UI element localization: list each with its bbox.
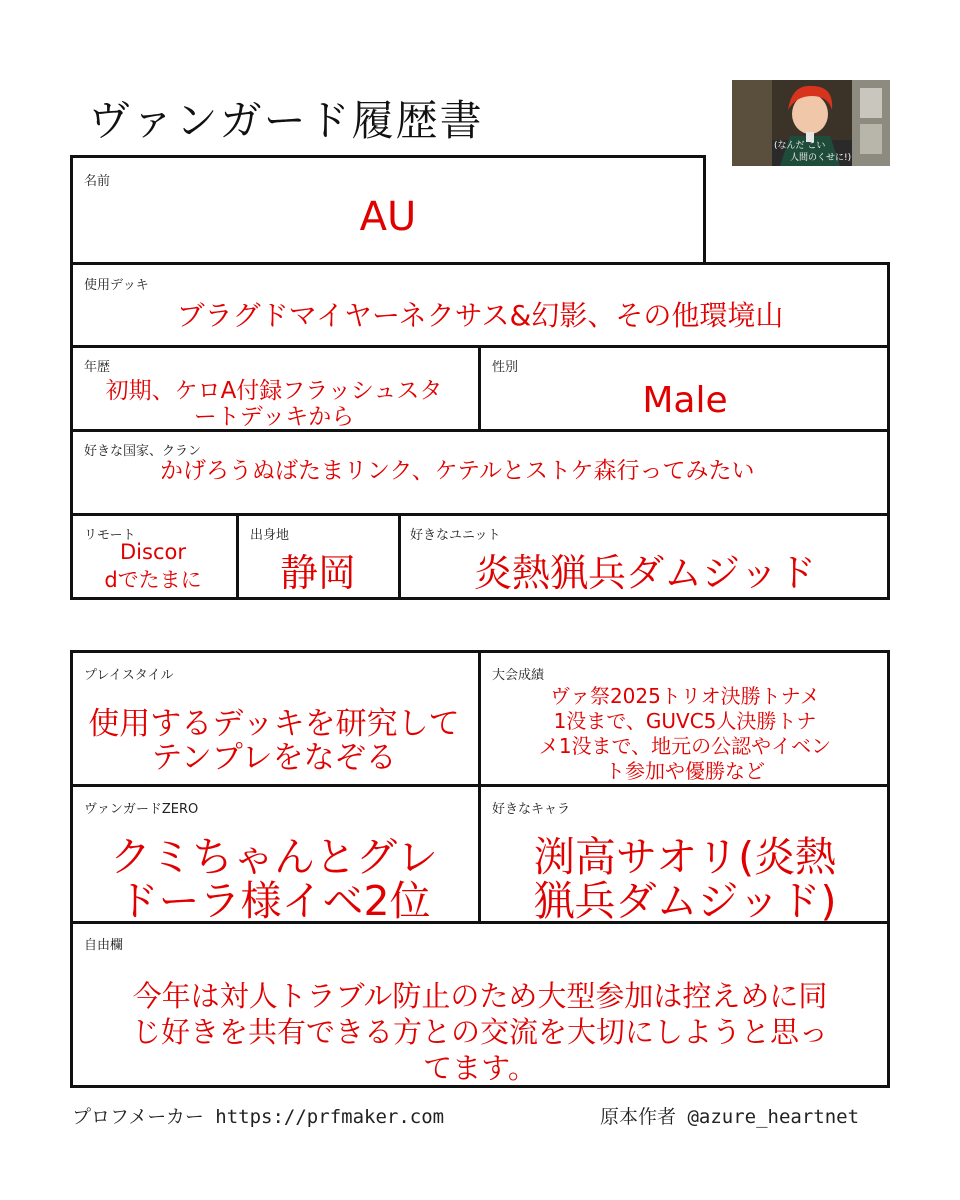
remote-label: リモート xyxy=(84,528,136,543)
zero-value-2: ドーラ様イベ2位 xyxy=(117,877,431,925)
results-value-2: 1没まで、GUVC5人決勝トナ xyxy=(553,709,817,733)
years-value-2: ートデッキから xyxy=(193,404,355,430)
page-title: ヴァンガード履歴書 xyxy=(88,96,484,145)
zero-value-1: クミちゃんとグレ xyxy=(110,833,438,881)
gender-label: 性別 xyxy=(492,360,519,375)
free-value-2: じ好きを共有できる方との交流を大切にしようと思っ xyxy=(131,1015,828,1049)
results-value-3: メ1没まで、地元の公認やイベン xyxy=(538,734,832,758)
chara-label: 好きなキャラ xyxy=(492,802,571,817)
results-value-4: ト参加や優勝など xyxy=(605,759,765,783)
free-value-1: 今年は対人トラブル防止のため大型参加は控えめに同 xyxy=(132,979,828,1013)
hometown-value: 静岡 xyxy=(279,551,356,595)
results-value-1: ヴァ祭2025トリオ決勝トナメ xyxy=(550,684,820,708)
footer-author: 原本作者 @azure_heartnet xyxy=(600,1106,860,1128)
playstyle-value-1: 使用するデッキを研究して xyxy=(88,706,460,742)
profile-photo xyxy=(732,80,890,166)
name-label: 名前 xyxy=(84,174,111,189)
playstyle-value-2: テンプレをなぞる xyxy=(151,740,397,776)
deck-label: 使用デッキ xyxy=(84,278,149,293)
deck-value: ブラグドマイヤーネクサス&幻影、その他環境山 xyxy=(176,299,784,332)
remote-value-1: Discor xyxy=(120,540,186,564)
nation-value: かげろうぬばたまリンク、ケテルとストケ森行ってみたい xyxy=(160,458,755,484)
years-value-1: 初期、ケロA付録フラッシュスタ xyxy=(105,378,443,404)
results-label: 大会成績 xyxy=(492,668,545,683)
free-label: 自由欄 xyxy=(84,938,124,953)
photo-caption-1: (なんだ こい xyxy=(774,141,826,151)
playstyle-label: プレイスタイル xyxy=(84,668,174,683)
chara-value-1: 渕高サオリ(炎熱 xyxy=(533,833,837,881)
unit-value: 炎熱猟兵ダムジッド xyxy=(473,551,816,595)
nation-label: 好きな国家、クラン xyxy=(84,444,202,459)
years-label: 年歴 xyxy=(84,360,111,375)
remote-value-2: dでたまに xyxy=(104,568,202,592)
zero-label: ヴァンガードZERO xyxy=(84,802,199,817)
gender-value: Male xyxy=(642,380,728,421)
photo-caption-2: 人間のくせに!) xyxy=(790,153,852,163)
unit-label: 好きなユニット xyxy=(410,528,501,543)
divider xyxy=(70,513,890,516)
name-value: AU xyxy=(359,194,417,240)
hometown-label: 出身地 xyxy=(250,528,290,543)
free-value-3: てます。 xyxy=(423,1051,537,1085)
chara-value-2: 猟兵ダムジッド) xyxy=(533,877,837,925)
footer-maker: プロフメーカー https://prfmaker.com xyxy=(72,1106,445,1128)
